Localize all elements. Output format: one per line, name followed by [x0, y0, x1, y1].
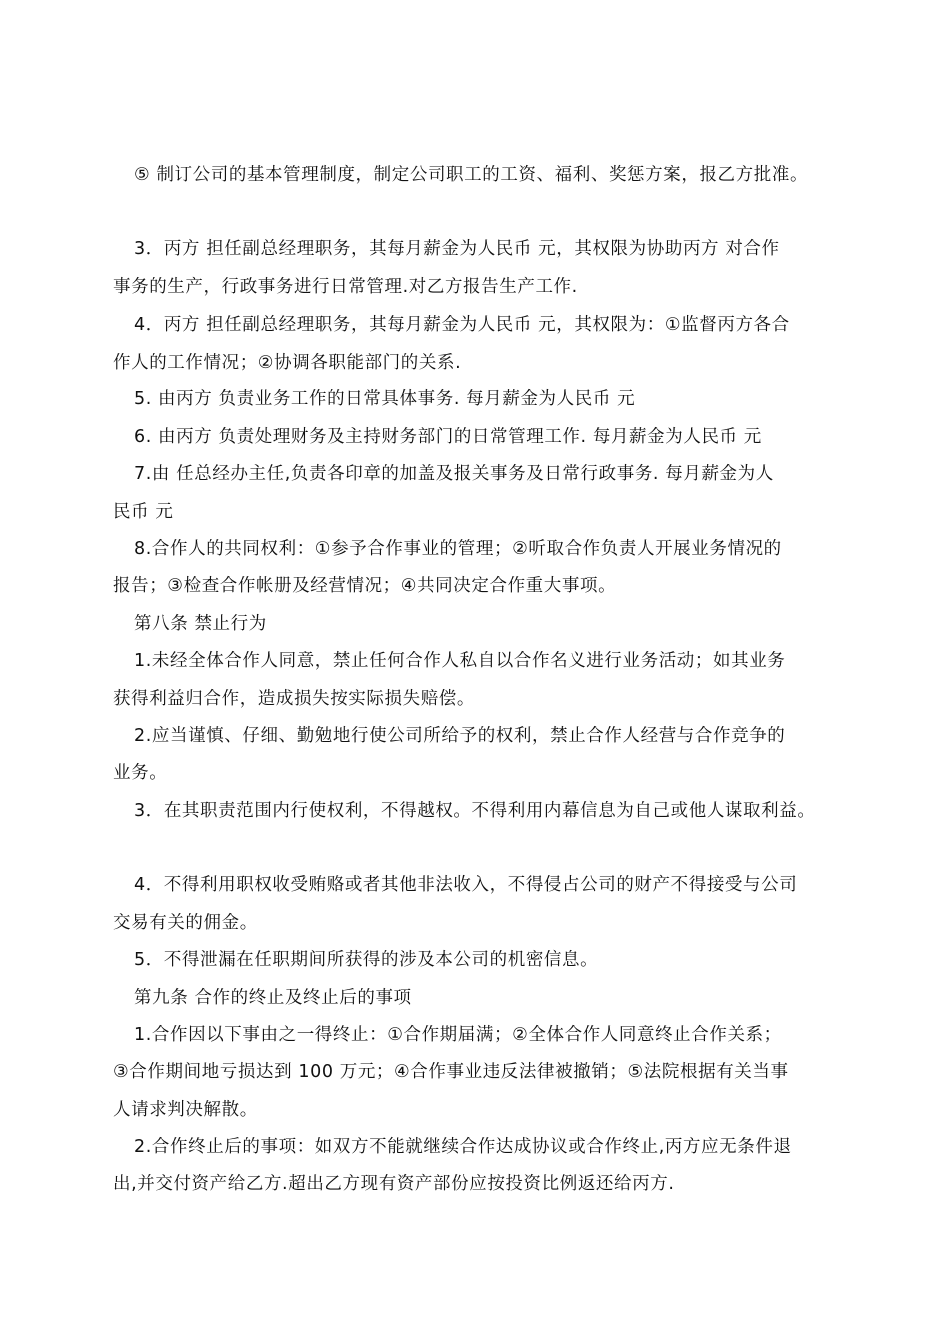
clause-7-para-3-line-1: 3．丙方 担任副总经理职务，其每月薪金为人民币 元，其权限为协助丙方 对合作 — [134, 239, 780, 259]
clause-9-para-1-line-1: 1.合作因以下事由之一得终止：①合作期届满；②全体合作人同意终止合作关系； — [134, 1025, 782, 1045]
clause-8-para-1-line-2: 获得利益归合作，造成损失按实际损失赔偿。 — [113, 689, 475, 709]
clause-9-para-1-line-2: ③合作期间地亏损达到 100 万元；④合作事业违反法律被撤销；⑤法院根据有关当事 — [113, 1062, 789, 1082]
clause-8-para-4-line-2: 交易有关的佣金。 — [113, 913, 258, 933]
clause-7-para-3-line-2: 事务的生产，行政事务进行日常管理.对乙方报告生产工作. — [113, 277, 578, 297]
clause-7-para-4-line-2: 作人的工作情况；②协调各职能部门的关系. — [113, 353, 462, 373]
clause-8-para-2-line-1: 2.应当谨慎、仔细、勤勉地行使公司所给予的权利，禁止合作人经营与合作竞争的 — [134, 726, 786, 746]
clause-9-heading: 第九条 合作的终止及终止后的事项 — [134, 988, 412, 1008]
clause-8-para-5: 5．不得泄漏在任职期间所获得的涉及本公司的机密信息。 — [134, 950, 599, 970]
clause-8-para-4-line-1: 4．不得利用职权收受贿赂或者其他非法收入，不得侵占公司的财产不得接受与公司 — [134, 875, 798, 895]
clause-7-para-7-line-1: 7.由 任总经办主任,负责各印章的加盖及报关事务及日常行政事务. 每月薪金为人 — [134, 464, 774, 484]
clause-8-heading: 第八条 禁止行为 — [134, 614, 267, 634]
clause-7-para-8-line-1: 8.合作人的共同权利：①参予合作事业的管理；②听取合作负责人开展业务情况的 — [134, 539, 782, 559]
clause-7-para-4-line-1: 4．丙方 担任副总经理职务，其每月薪金为人民币 元，其权限为：①监督丙方各合 — [134, 315, 790, 335]
clause-8-para-3: 3．在其职责范围内行使权利，不得越权。不得利用内幕信息为自己或他人谋取利益。 — [134, 801, 816, 821]
clause-7-para-6: 6. 由丙方 负责处理财务及主持财务部门的日常管理工作. 每月薪金为人民币 元 — [134, 427, 762, 447]
clause-8-para-2-line-2: 业务。 — [113, 763, 168, 783]
clause-7-para-7-line-2: 民币 元 — [113, 502, 174, 522]
clause-9-para-2-line-1: 2.合作终止后的事项：如双方不能就继续合作达成协议或合作终止,丙方应无条件退 — [134, 1137, 792, 1157]
clause-9-para-2-line-2: 出,并交付资产给乙方.超出乙方现有资产部份应按投资比例返还给丙方. — [113, 1174, 675, 1194]
clause-7-para-5: 5. 由丙方 负责业务工作的日常具体事务. 每月薪金为人民币 元 — [134, 389, 636, 409]
clause-8-para-1-line-1: 1.未经全体合作人同意，禁止任何合作人私自以合作名义进行业务活动；如其业务 — [134, 651, 786, 671]
clause-7-para-8-line-2: 报告；③检查合作帐册及经营情况；④共同决定合作重大事项。 — [113, 576, 617, 596]
clause-7-item-5: ⑤ 制订公司的基本管理制度，制定公司职工的工资、福利、奖惩方案，报乙方批准。 — [134, 165, 809, 185]
clause-9-para-1-line-3: 人请求判决解散。 — [113, 1100, 258, 1120]
